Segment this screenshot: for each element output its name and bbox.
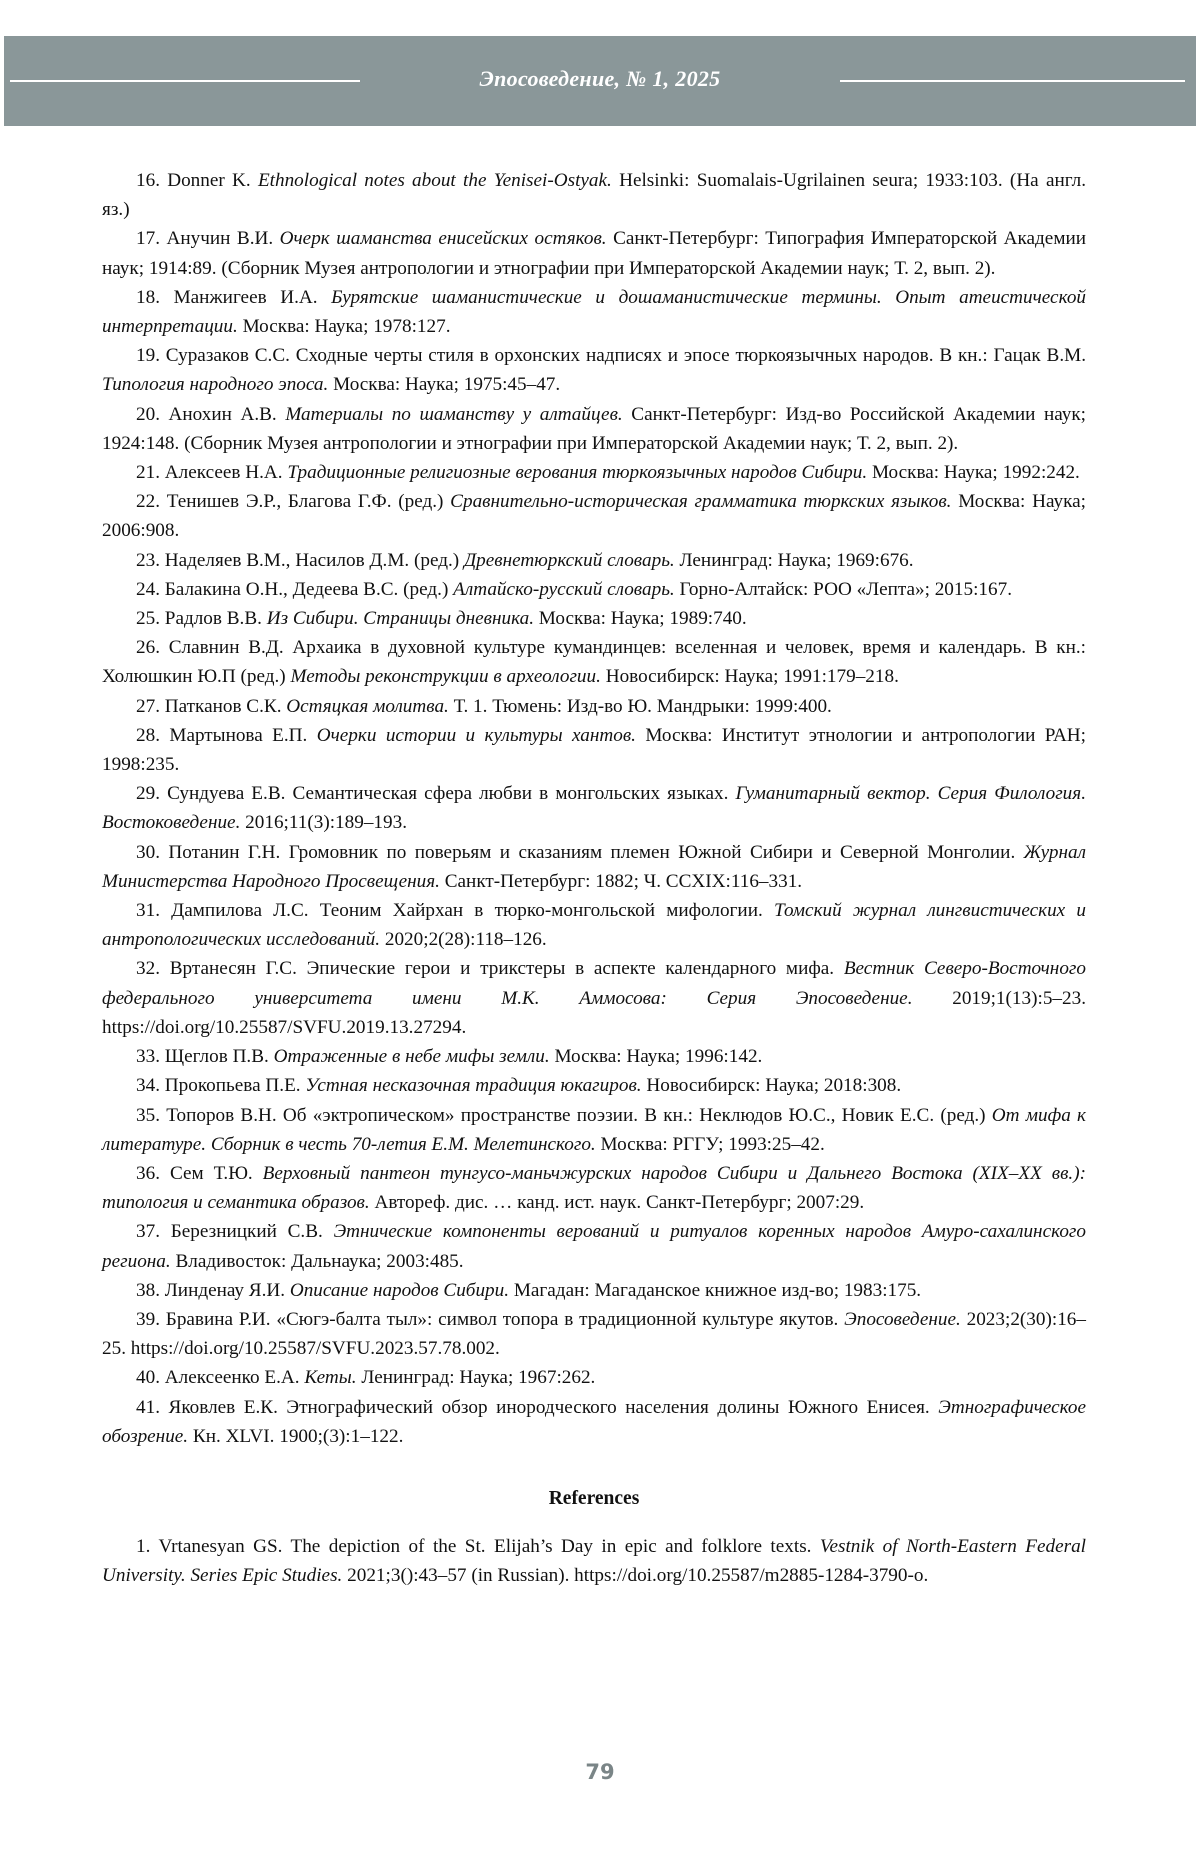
reference-entry xyxy=(102,779,1086,837)
reference-text: Горно-Алтайск: РОО «Лепта»; 2015:167. xyxy=(674,578,1012,600)
reference-text: Магадан: Магаданское книжное изд-во; 1983:175. xyxy=(509,1279,922,1301)
reference-text: 30. Потанин Г.Н. Громовник по поверьям и сказаниям племен Южной Сибири и Северной Монголии. xyxy=(136,841,1024,863)
reference-text: 35. Топоров В.Н. Об «эктропическом» пространстве поэзии. В кн.: Неклюдов Ю.С., Новик Е.С. (ред.) xyxy=(136,1104,992,1126)
reference-text: Новосибирск: Наука; 2018:308. xyxy=(641,1075,902,1097)
reference-title: Устная несказочная традиция юкагиров. xyxy=(305,1075,642,1097)
reference-text: Санкт-Петербург: Типография Императорской Академии наук; 1914:89. (Сборник Музея антропологии и этнографии при Императорской Академии наук; Т. 2, вып. 2). xyxy=(102,228,1086,279)
reference-text: 18. Манжигеев И.А. xyxy=(136,286,332,308)
reference-text: Т. 1. Тюмень: Изд-во Ю. Мандрыки: 1999:400. xyxy=(448,695,832,717)
reference-entry xyxy=(102,546,1086,575)
reference-title: Вестник Северо-Восточного федерального университета имени М.К. Аммосова: Серия Эпосоведение. xyxy=(102,958,1086,1009)
reference-title: Vestnik of North-Eastern Federal University. Series Epic Studies. xyxy=(102,1536,1086,1587)
reference-title: Верховный пантеон тунгусо-маньчжурских народов Сибири и Дальнего Востока (XIX–XX вв.): типология и семантика образов. xyxy=(102,1162,1086,1214)
reference-text: 24. Балакина О.Н., Дедеева В.С. (ред.) xyxy=(136,578,454,600)
reference-title: Отраженные в небе мифы земли. xyxy=(273,1046,550,1068)
reference-title: Гуманитарный вектор. Серия Филология. Востоковедение. xyxy=(102,783,1086,834)
reference-text: 29. Сундуева Е.В. Семантическая сфера любви в монгольских языках. xyxy=(136,783,736,805)
reference-entry xyxy=(102,692,1086,721)
reference-text: Автореф. дис. … канд. ист. наук. Санкт-Петербург; 2007:29. xyxy=(369,1192,865,1214)
reference-title: Кеты. xyxy=(304,1367,357,1389)
reference-text: 1. Vrtanesyan GS. The depiction of the St. Elijah’s Day in epic and folklore texts. xyxy=(136,1536,820,1558)
reference-text: 20. Анохин А.В. xyxy=(136,403,286,425)
reference-text: Кн. XLVI. 1900;(3):1–122. xyxy=(188,1425,404,1447)
reference-text: 34. Прокопьева П.Е. xyxy=(136,1075,306,1097)
header-rule-right xyxy=(840,80,1185,82)
page-number: 79 xyxy=(585,1760,615,1784)
reference-title: Очерки истории и культуры хантов. xyxy=(316,724,636,746)
reference-entry xyxy=(102,341,1086,399)
reference-title: Материалы по шаманству у алтайцев. xyxy=(285,403,623,425)
reference-entry xyxy=(102,458,1086,487)
reference-entry xyxy=(102,283,1086,341)
reference-text: 27. Патканов С.К. xyxy=(136,695,287,717)
reference-text: 41. Яковлев Е.К. Этнографический обзор инородческого населения долины Южного Енисея. xyxy=(136,1396,939,1418)
reference-entry xyxy=(102,896,1086,954)
reference-text: 40. Алексеенко Е.А. xyxy=(136,1367,305,1389)
reference-entry xyxy=(102,838,1086,896)
page-content xyxy=(102,166,1086,1591)
reference-text: 2020;2(28):118–126. xyxy=(380,929,547,951)
reference-text: Санкт-Петербург: 1882; Ч. CCXIX:116–331. xyxy=(439,870,803,892)
reference-text: 19. Суразаков С.С. Сходные черты стиля в орхонских надписях и эпосе тюркоязычных народов. В кн.: Гацак В.М. xyxy=(136,345,1086,367)
reference-text: Москва: Наука; 1989:740. xyxy=(534,608,747,630)
reference-title: Из Сибири. Страницы дневника. xyxy=(266,608,534,630)
reference-entry xyxy=(102,1393,1086,1451)
reference-title: Этнические компоненты верований и ритуалов коренных народов Амуро-сахалинского региона. xyxy=(102,1221,1087,1272)
reference-text: 23. Наделяев В.М., Насилов Д.М. (ред.) xyxy=(136,549,464,571)
reference-text: 28. Мартынова Е.П. xyxy=(136,724,317,746)
reference-entry xyxy=(102,166,1086,224)
reference-title: Этнографическое обозрение. xyxy=(102,1396,1086,1447)
reference-title: Томский журнал лингвистических и антропологических исследований. xyxy=(102,900,1086,951)
reference-entry xyxy=(102,1305,1086,1363)
reference-text: 2019;1(13):5–23. https://doi.org/10.25587/SVFU.2019.13.27294. xyxy=(102,987,1086,1038)
reference-title: Эпосоведение. xyxy=(844,1308,961,1330)
reference-entry xyxy=(102,224,1086,282)
reference-text: 25. Радлов В.В. xyxy=(136,608,267,630)
reference-text: 2016;11(3):189–193. xyxy=(240,812,408,834)
reference-text: 37. Березницкий С.В. xyxy=(136,1221,334,1243)
reference-list-russian xyxy=(102,166,1086,1451)
reference-text: 26. Славнин В.Д. Архаика в духовной культуре кумандинцев: вселенная и человек, время и календарь. В кн.: Холюшкин Ю.П (ред.) xyxy=(102,637,1086,688)
reference-text: Владивосток: Дальнаука; 2003:485. xyxy=(170,1250,464,1272)
reference-entry xyxy=(102,1217,1086,1275)
reference-text: Москва: Наука; 1975:45–47. xyxy=(328,374,561,396)
reference-entry xyxy=(102,604,1086,633)
reference-entry xyxy=(102,1532,1086,1590)
reference-entry xyxy=(102,721,1086,779)
reference-text: 33. Щеглов П.В. xyxy=(136,1046,274,1068)
reference-entry xyxy=(102,487,1086,545)
reference-text: Helsinki: Suomalais-Ugrilainen seura; 1933:103. (На англ. яз.) xyxy=(102,170,1086,221)
reference-entry xyxy=(102,633,1086,691)
journal-title: Эпосоведение, № 1, 2025 xyxy=(479,66,721,91)
reference-entry xyxy=(102,1276,1086,1305)
reference-text: Ленинград: Наука; 1967:262. xyxy=(356,1367,596,1389)
reference-entry xyxy=(102,1071,1086,1100)
reference-text: Москва: Наука; 2006:908. xyxy=(102,491,1086,542)
reference-title: Описание народов Сибири. xyxy=(289,1279,510,1301)
reference-text: 21. Алексеев Н.А. xyxy=(136,462,288,484)
reference-entry xyxy=(102,1101,1086,1159)
reference-text: Москва: РГГУ; 1993:25–42. xyxy=(595,1133,825,1155)
reference-entry xyxy=(102,954,1086,1042)
reference-title: Методы реконструкции в археологии. xyxy=(290,666,601,688)
reference-text: 17. Анучин В.И. xyxy=(136,228,280,250)
reference-text: 22. Тенишев Э.Р., Благова Г.Ф. (ред.) xyxy=(136,491,451,513)
reference-title: Древнетюркский словарь. xyxy=(463,549,675,571)
reference-title: Традиционные религиозные верования тюркоязычных народов Сибири. xyxy=(287,462,868,484)
reference-entry xyxy=(102,400,1086,458)
reference-title: Очерк шаманства енисейских остяков. xyxy=(279,228,607,250)
reference-text: Москва: Институт этнологии и антропологии РАН; 1998:235. xyxy=(102,724,1086,776)
reference-title: Остяцкая молитва. xyxy=(286,695,449,717)
reference-text: Москва: Наука; 1992:242. xyxy=(867,462,1080,484)
reference-text: Москва: Наука; 1978:127. xyxy=(237,316,451,338)
reference-entry xyxy=(102,1159,1086,1217)
reference-text: 31. Дампилова Л.С. Теоним Хайрхан в тюрко-монгольской мифологии. xyxy=(136,900,774,922)
reference-text: Москва: Наука; 1996:142. xyxy=(549,1046,763,1068)
reference-title: От мифа к литературе. Сборник в честь 70-летия Е.М. Мелетинского. xyxy=(102,1104,1086,1155)
reference-title: Алтайско-русский словарь. xyxy=(453,578,675,600)
reference-text: 16. Donner K. xyxy=(136,170,258,191)
header-rule-left xyxy=(10,80,360,82)
references-heading: References xyxy=(548,1487,640,1509)
reference-text: 2023;2(30):16–25. https://doi.org/10.25587/SVFU.2023.57.78.002. xyxy=(102,1308,1086,1360)
reference-entry xyxy=(102,575,1086,604)
reference-title: Сравнительно-историческая грамматика тюркских языков. xyxy=(450,491,952,513)
reference-entry xyxy=(102,1042,1086,1071)
reference-title: Бурятские шаманистические и дошаманистические термины. Опыт атеистической интерпретации. xyxy=(102,286,1087,338)
reference-title: Ethnological notes about the Yenisei-Ostyak. xyxy=(257,170,612,191)
reference-title: Типология народного эпоса. xyxy=(102,374,329,396)
reference-text: 39. Бравина Р.И. «Сюгэ-балта тыл»: символ топора в традиционной культуре якутов. xyxy=(136,1308,845,1330)
reference-list-english xyxy=(102,1532,1086,1590)
reference-entry xyxy=(102,1363,1086,1392)
reference-title: Журнал Министерства Народного Просвещения. xyxy=(102,841,1086,892)
reference-text: 36. Сем Т.Ю. xyxy=(136,1162,263,1184)
reference-text: 32. Вртанесян Г.С. Эпические герои и трикстеры в аспекте календарного мифа. xyxy=(136,958,844,980)
reference-text: 2021;3():43–57 (in Russian). https://doi.org/10.25587/m2885-1284-3790-o. xyxy=(342,1565,929,1587)
reference-text: Санкт-Петербург: Изд-во Российской Академии наук; 1924:148. (Сборник Музея антропологии и этнографии при Императорской Академии наук; Т. 2, вып. 2). xyxy=(102,403,1086,454)
reference-text: Ленинград: Наука; 1969:676. xyxy=(674,549,914,571)
reference-text: Новосибирск: Наука; 1991:179–218. xyxy=(600,666,899,688)
reference-text: 38. Линденау Я.И. xyxy=(136,1279,290,1301)
